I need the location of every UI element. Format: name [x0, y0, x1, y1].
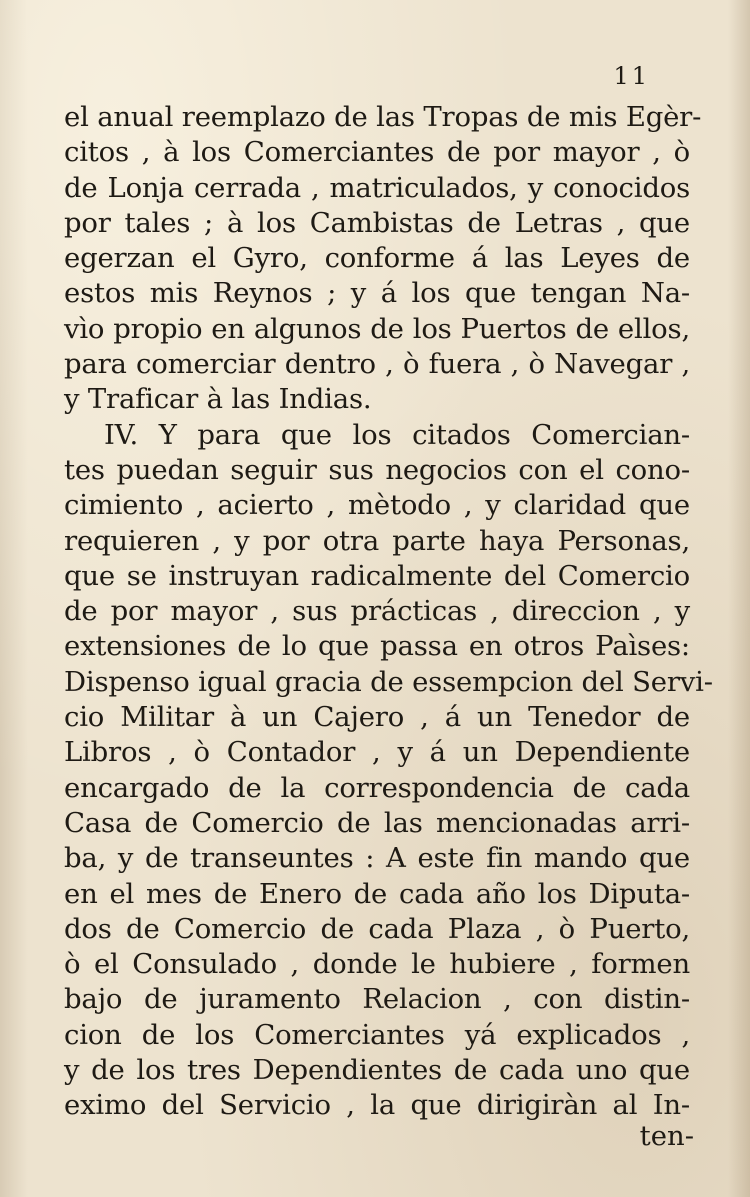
text-line: vìo propio en algunos de los Puertos de ellos, [64, 312, 690, 345]
body-text [64, 100, 713, 1124]
text-line: dos de Comercio de cada Plaza , ò Puerto, [64, 912, 690, 945]
catchword: ten- [639, 1120, 694, 1152]
text-line: Casa de Comercio de las mencionadas arri- [64, 806, 690, 839]
text-line: tes puedan seguir sus negocios con el cono- [64, 453, 690, 486]
text-line: el anual reemplazo de las Tropas de mis Egèr- [64, 101, 702, 133]
text-line: citos , à los Comerciantes de por mayor , ò [64, 136, 690, 169]
text-line: de Lonja cerrada , matriculados, y conocidos [64, 171, 690, 204]
text-line: extensiones de lo que passa en otros Paìses: [64, 630, 690, 663]
text-line: requieren , y por otra parte haya Personas, [64, 524, 690, 557]
text-line: que se instruyan radicalmente del Comercio [64, 559, 690, 592]
text-line: Dispenso igual gracia de essempcion del Servi- [64, 665, 713, 698]
text-line: cio Militar à un Cajero , á un Tenedor de [64, 701, 690, 734]
text-line: por tales ; à los Cambistas de Letras , que [64, 206, 690, 239]
text-line: cimiento , acierto , mètodo , y claridad que [64, 489, 690, 522]
text-line: y de los tres Dependientes de cada uno que [64, 1054, 690, 1087]
text-line: cion de los Comerciantes yá explicados , [64, 1018, 690, 1051]
text-line: para comerciar dentro , ò fuera , ò Navegar , [64, 348, 690, 381]
text-line: de por mayor , sus prácticas , direccion , y [64, 595, 690, 628]
text-line: ba, y de transeuntes : A este fin mando que [64, 842, 690, 875]
text-line: encargado de la correspondencia de cada [64, 771, 690, 804]
text-line: eximo del Servicio , la que dirigiràn al In- [64, 1089, 690, 1122]
section-heading-line: IV. Y para que los citados Comercian- [104, 418, 690, 451]
text-line: bajo de juramento Relacion , con distin- [64, 983, 690, 1016]
text-line: egerzan el Gyro, conforme á las Leyes de [64, 242, 690, 275]
page-number: 11 [613, 62, 650, 90]
text-line: ò el Consulado , donde le hubiere , formen [64, 948, 690, 981]
text-line: y Traficar à las Indias. [64, 383, 372, 416]
text-line: Libros , ò Contador , y á un Dependiente [64, 736, 690, 769]
text-line: en el mes de Enero de cada año los Diputa- [64, 877, 690, 910]
text-line: estos mis Reynos ; y á los que tengan Na- [64, 277, 690, 310]
